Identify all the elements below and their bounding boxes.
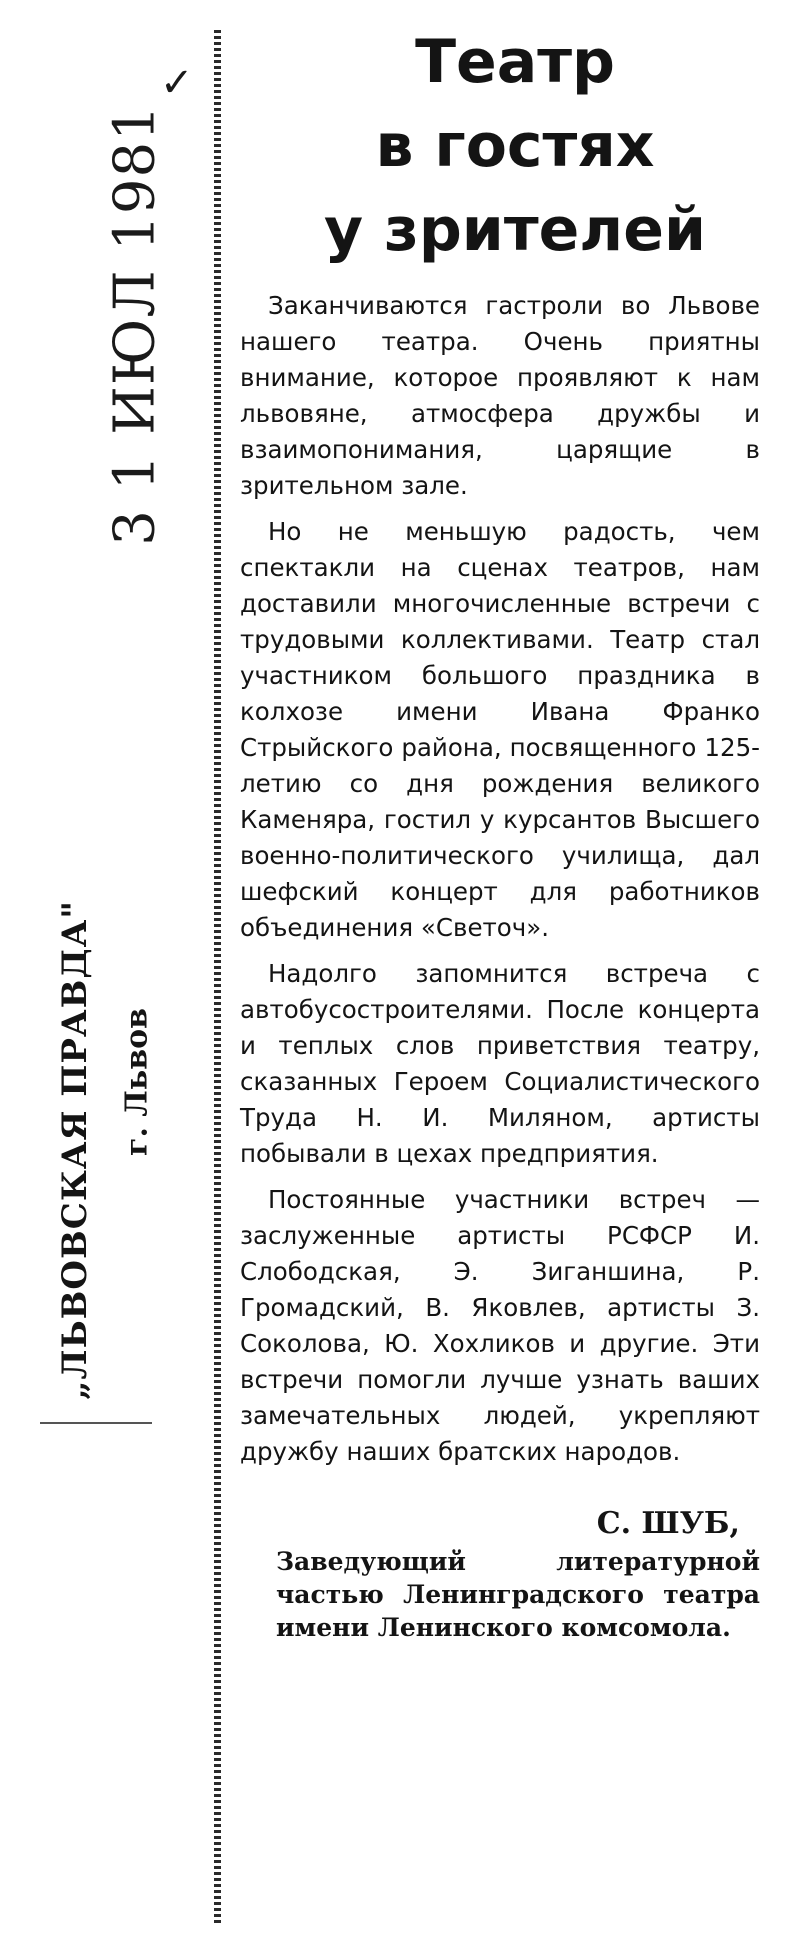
headline-line-3: у зрителей: [323, 195, 706, 265]
signature: [240, 1506, 760, 1644]
newspaper-name: „ЛЬВОВСКАЯ ПРАВДА": [55, 899, 95, 1401]
clipping-edge-rule: [214, 30, 221, 1925]
author-name: С. ШУБ,: [596, 1506, 740, 1541]
headline-line-2: в гостях: [375, 111, 655, 181]
pencil-dash: [40, 1422, 152, 1424]
paragraph-3: Надолго запомнится встреча с автобусостроителями. После концерта и теплых слов приветствия театру, сказанных Героем Социалистического Труда Н. И. Миляном, артисты побывали в цехах предприятия.: [240, 959, 760, 1168]
headline-line-1: Театр: [415, 27, 615, 97]
paragraph-1: Заканчиваются гастроли во Львове нашего театра. Очень приятны внимание, которое проявляют к нам львовяне, атмосфера дружбы и взаимопонимания, царящие в зрительном зале.: [240, 291, 760, 500]
article: [240, 20, 760, 1644]
author-position: Заведующий литературной частью Ленинградского театра имени Ленинского комсомола.: [276, 1547, 760, 1642]
paragraph-2: Но не меньшую радость, чем спектакли на сценах театров, нам доставили многочисленные встречи с трудовыми коллективами. Театр стал участником большого праздника в колхозе имени Ивана Франко Стрыйского района, посвященного 125-летию со дня рождения великого Каменяра, гостил у курсантов Высшего военно-политического училища, дал шефский концерт для работников объединения «Светоч».: [240, 517, 760, 942]
paragraph-4: Постоянные участники встреч — заслуженные артисты РСФСР И. Слободская, Э. Зиганшина, Р. Громадский, В. Яковлев, артисты З. Соколова, Ю. Хохликов и другие. Эти встречи помогли лучше узнать ваших замечательных людей, укрепляют дружбу наших братских народов.: [240, 1185, 760, 1466]
check-mark: ✓: [160, 60, 194, 106]
newspaper-city: г. Львов: [119, 1008, 155, 1156]
date-stamp-text: 3 1 ИЮЛ 1981: [102, 104, 168, 546]
headline: [270, 20, 760, 272]
